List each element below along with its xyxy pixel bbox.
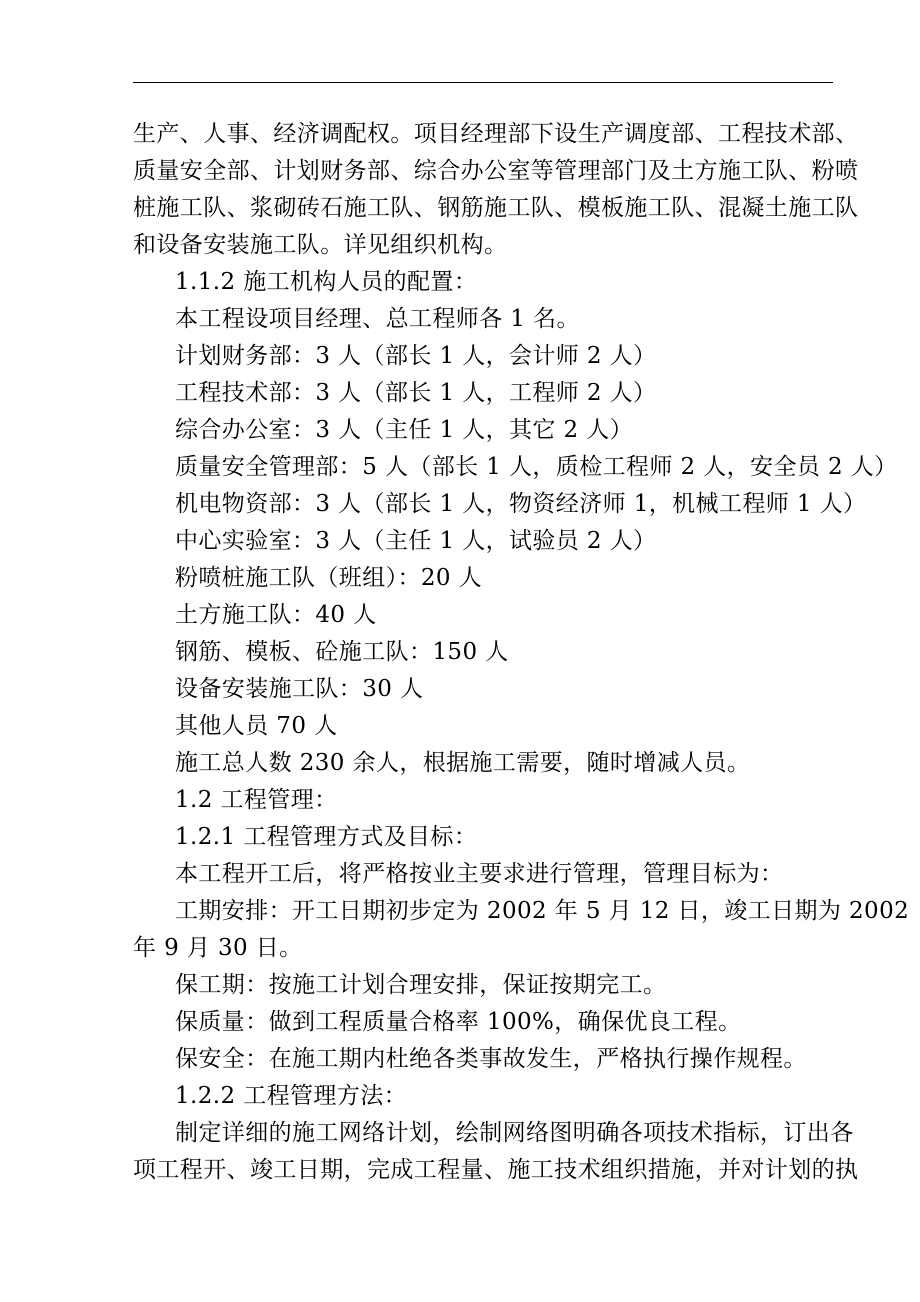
text-line: 和设备安装施工队。详见组织机构。 [133, 232, 508, 258]
paragraph-p15 [133, 745, 833, 782]
text-line: 项工程开、竣工日期，完成工程量、施工技术组织措施，并对计划的执 [133, 1157, 859, 1183]
paragraph-p2 [133, 264, 833, 301]
text-line: 土方施工队：40 人 [175, 602, 377, 628]
paragraph-p24 [133, 1115, 859, 1189]
paragraph-p6 [133, 412, 833, 449]
paragraph-p1 [133, 116, 859, 264]
paragraph-p13 [133, 671, 833, 708]
paragraph-p17 [133, 819, 833, 856]
text-line: 1.2 工程管理： [175, 787, 338, 813]
text-line: 机电物资部：3 人（部长 1 人，物资经济师 1，机械工程师 1 人） [175, 491, 867, 517]
text-line: 其他人员 70 人 [175, 713, 338, 739]
header-rule [133, 82, 833, 83]
text-line: 中心实验室：3 人（主任 1 人，试验员 2 人） [175, 528, 657, 554]
text-line: 本工程设项目经理、总工程师各 1 名。 [175, 306, 580, 332]
text-line: 保安全：在施工期内杜绝各类事故发生，严格执行操作规程。 [175, 1046, 807, 1072]
text-line: 桩施工队、浆砌砖石施工队、钢筋施工队、模板施工队、混凝土施工队 [133, 195, 859, 221]
paragraph-p16 [133, 782, 833, 819]
text-line: 设备安装施工队：30 人 [175, 676, 424, 702]
text-line: 1.1.2 施工机构人员的配置： [175, 269, 478, 295]
text-line: 制定详细的施工网络计划，绘制网络图明确各项技术指标，订出各 [175, 1120, 854, 1146]
paragraph-p12 [133, 634, 833, 671]
paragraph-p4 [133, 338, 833, 375]
text-line: 质量安全部、计划财务部、综合办公室等管理部门及土方施工队、粉喷 [133, 158, 859, 184]
text-line: 施工总人数 230 余人，根据施工需要，随时增减人员。 [175, 750, 751, 776]
text-line: 年 9 月 30 日。 [133, 935, 303, 961]
paragraph-p8 [133, 486, 867, 523]
paragraph-p10 [133, 560, 833, 597]
paragraph-p22 [133, 1041, 833, 1078]
text-line: 生产、人事、经济调配权。项目经理部下设生产调度部、工程技术部、 [133, 121, 859, 147]
paragraph-p23 [133, 1078, 833, 1115]
text-line: 1.2.1 工程管理方式及目标： [175, 824, 478, 850]
text-line: 计划财务部：3 人（部长 1 人，会计师 2 人） [175, 343, 657, 369]
text-line: 工期安排：开工日期初步定为 2002 年 5 月 12 日，竣工日期为 2002 [175, 898, 910, 924]
paragraph-p7 [133, 449, 898, 486]
paragraph-p9 [133, 523, 833, 560]
paragraph-p5 [133, 375, 833, 412]
text-line: 质量安全管理部：5 人（部长 1 人，质检工程师 2 人，安全员 2 人） [175, 454, 898, 480]
text-line: 综合办公室：3 人（主任 1 人，其它 2 人） [175, 417, 634, 443]
text-line: 本工程开工后，将严格按业主要求进行管理，管理目标为： [175, 861, 784, 887]
document-body [133, 116, 910, 1189]
text-line: 1.2.2 工程管理方法： [175, 1083, 408, 1109]
paragraph-p21 [133, 1004, 833, 1041]
paragraph-p18 [133, 856, 833, 893]
paragraph-p20 [133, 967, 833, 1004]
paragraph-p14 [133, 708, 833, 745]
text-line: 保质量：做到工程质量合格率 100%，确保优良工程。 [175, 1009, 742, 1035]
paragraph-p11 [133, 597, 833, 634]
text-line: 工程技术部：3 人（部长 1 人，工程师 2 人） [175, 380, 657, 406]
text-line: 保工期：按施工计划合理安排，保证按期完工。 [175, 972, 667, 998]
paragraph-p19 [133, 893, 910, 967]
text-line: 粉喷桩施工队（班组）：20 人 [175, 565, 483, 591]
paragraph-p3 [133, 301, 833, 338]
text-line: 钢筋、模板、砼施工队：150 人 [175, 639, 509, 665]
